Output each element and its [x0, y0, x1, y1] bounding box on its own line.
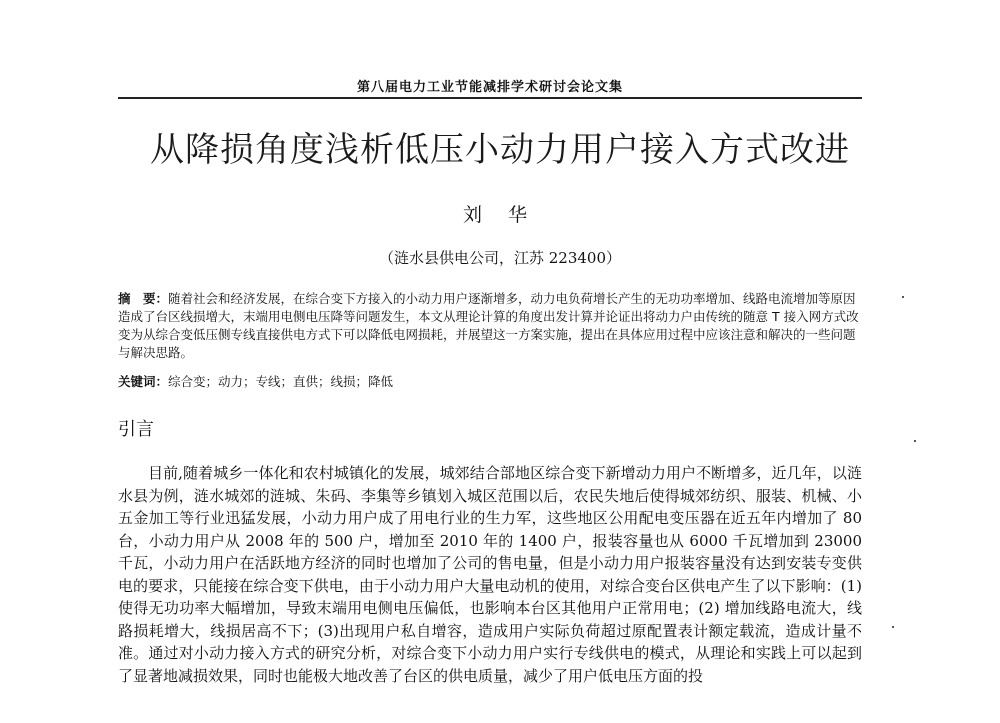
running-header: 第八届电力工业节能减排学术研讨会论文集	[356, 80, 623, 95]
body-paragraph: 目前,随着城乡一体化和农村城镇化的发展，城郊结合部地区综合变下新增动力用户不断增多，近几年，以涟水县为例，涟水城郊的涟城、朱码、李集等乡镇划入城区范围以后，农民失地后使得城郊纺织、服装、机械、小五金加工等行业迅猛发展，小动力用户成了用电行业的生力军，这些地区公用配电变压器在近五年内增加了 80 台，小动力用户从 2008 年的 500 户，增加至 2010 年的 1400 户，报装容量也从 6000 千瓦增加到 23000 千瓦，小动力用户在活跃地方经济的同时也增加了公司的售电量，但是小动力用户报装容量没有达到安装专变供电的要求，只能接在综合变下供电，由于小动力用户大量电动机的使用，对综合变台区供电产生了以下影响：(1) 使得无功功率大幅增加，导致末端用电侧电压偏低，也影响本台区其他用户正常用电；(2) 增加线路电流大，线路损耗增大，线损居高不下；(3)出现用户私自增容，造成用户实际负荷超过原配置表计额定载流，造成计量不准。通过对小动力接入方式的研究分析，对综合变下小动力用户实行专线供电的模式，从理论和实践上可以起到了显著地减损效果，同时也能极大地改善了台区的供电质量，减少了用户低电压方面的投	[118, 464, 862, 685]
author-name: 刘 华	[462, 204, 538, 226]
section-heading-introduction: 引言	[118, 419, 154, 440]
keywords-label: 关键词：	[118, 374, 169, 389]
abstract-text: 随着社会和经济发展，在综合变下方接入的小动力用户逐渐增多，动力电负荷增长产生的无功功率增加、线路电流增加等原因造成了台区线损增大，末端用电侧电压降等问题发生，本文从理论计算的角度出发计算并论证出将动力户由传统的随意 T 接入网方式改变为从综合变低压侧专线直接供电方式下可以降低电网损耗，并展望这一方案实施，提出在具体应用过程中应该注意和解决的一些问题与解决思路。	[118, 291, 859, 360]
paper-title: 从降损角度浅析低压小动力用户接入方式改进	[150, 130, 850, 170]
keywords	[118, 372, 862, 390]
abstract-label: 摘 要：	[118, 291, 169, 306]
abstract	[118, 290, 862, 362]
scan-speck	[914, 440, 916, 442]
scan-speck	[902, 296, 904, 298]
scan-speck	[892, 626, 894, 628]
keywords-text: 综合变；动力；专线；直供；线损；降低	[168, 374, 394, 389]
header-rule	[118, 97, 862, 99]
affiliation: （涟水县供电公司，江苏 223400）	[378, 249, 622, 267]
